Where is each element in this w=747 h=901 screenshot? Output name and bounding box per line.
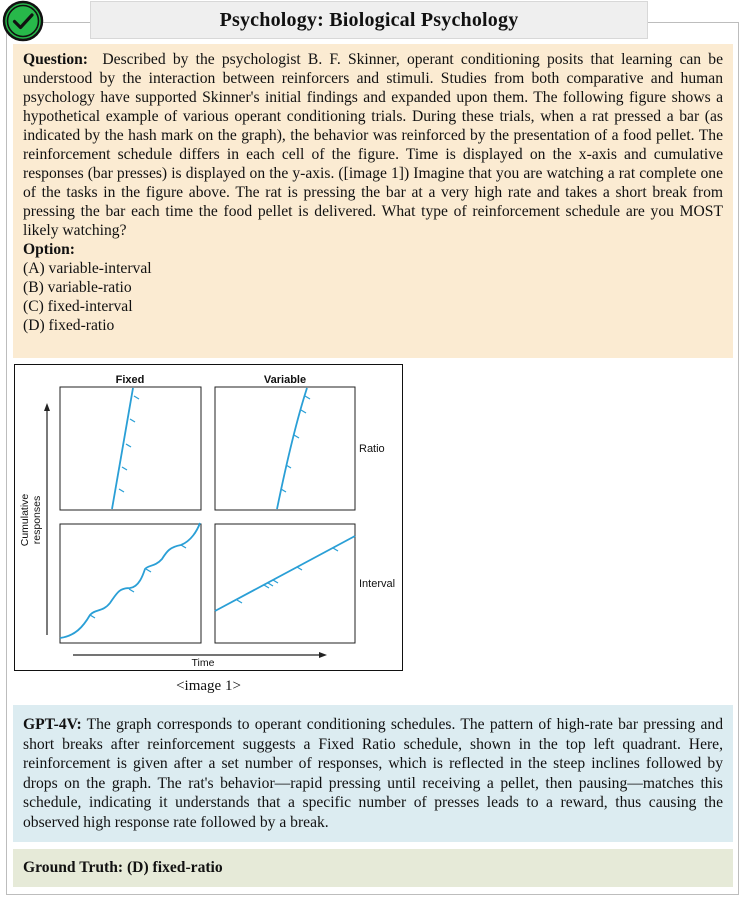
question-panel <box>13 44 733 358</box>
panel-variable-interval <box>215 524 355 643</box>
panel-fixed-interval <box>60 524 201 643</box>
xlabel-time: Time <box>191 657 215 669</box>
row-label-ratio: Ratio <box>359 443 385 455</box>
option-label: Option: <box>23 241 75 258</box>
y-axis-arrowhead <box>44 403 50 411</box>
col-label-variable: Variable <box>263 374 307 386</box>
ground-truth-panel <box>13 849 733 887</box>
option-a: (A) variable-interval <box>23 260 152 277</box>
answer-text: The graph corresponds to operant conditioning schedules. The pattern of high-rate bar pressing and short breaks after reinforcement suggests a Fixed Ratio schedule, shown in the top left quadrant. Here, reinforcement is given after a set number of responses, which is reflected in the steep inclines followed by drops on the graph. The rat's behavior—rapid pressing until receiving a pellet, then pausing—matches this schedule, indicating it understands that a specific number of presses leads to a reward, thus causing the observed high response rate followed by a break. <box>23 716 723 831</box>
option-c: (C) fixed-interval <box>23 298 133 315</box>
page-title <box>90 1 648 39</box>
curve-fixed-ratio <box>112 388 139 509</box>
curve-variable-ratio <box>277 388 310 509</box>
curve-variable-interval <box>215 536 355 611</box>
figure-caption: <image 1> <box>176 678 241 694</box>
row-label-interval: Interval <box>359 578 396 590</box>
model-answer-panel <box>13 705 733 842</box>
ylabel-line2: responses <box>31 495 43 545</box>
option-d: (D) fixed-ratio <box>23 317 115 334</box>
ylabel-line1: Cumulative <box>19 493 31 547</box>
question-label: Question: <box>23 51 88 68</box>
question-text <box>23 50 723 240</box>
reinforcement-schedule-figure <box>14 364 403 671</box>
page-title-text: Psychology: Biological Psychology <box>219 8 519 31</box>
ground-truth-text: Ground Truth: (D) fixed-ratio <box>23 859 223 876</box>
question-body: Described by the psychologist B. F. Skinner, operant conditioning posits that learning can be understood by the interaction between reinforcers and stimuli. Studies from both comparative and human psychology have supported Skinner's initial findings and expanded upon them. The following figure shows a hypothetical example of various operant conditioning trials. During these trials, when a rat pressed a bar (as indicated by the hash mark on the graph), the behavior was reinforced by the presentation of a food pellet. The reinforcement schedule differs in each cell of the figure. Time is displayed on the x-axis and cumulative responses (bar presses) is displayed on the y-axis. ([image 1]) Imagine that you are watching a rat complete one of the tasks in the figure above. The rat is pressing the bar at a very high rate and takes a short break from pressing the bar each time the food pellet is delivered. What type of reinforcement schedule are you MOST likely watching? <box>23 51 724 239</box>
checkmark-circle-icon <box>2 0 44 42</box>
option-b: (B) variable-ratio <box>23 279 132 296</box>
x-axis-arrowhead <box>319 652 327 658</box>
curve-fixed-interval <box>60 523 200 638</box>
answer-label: GPT-4V: <box>23 716 82 733</box>
col-label-fixed: Fixed <box>115 374 145 386</box>
